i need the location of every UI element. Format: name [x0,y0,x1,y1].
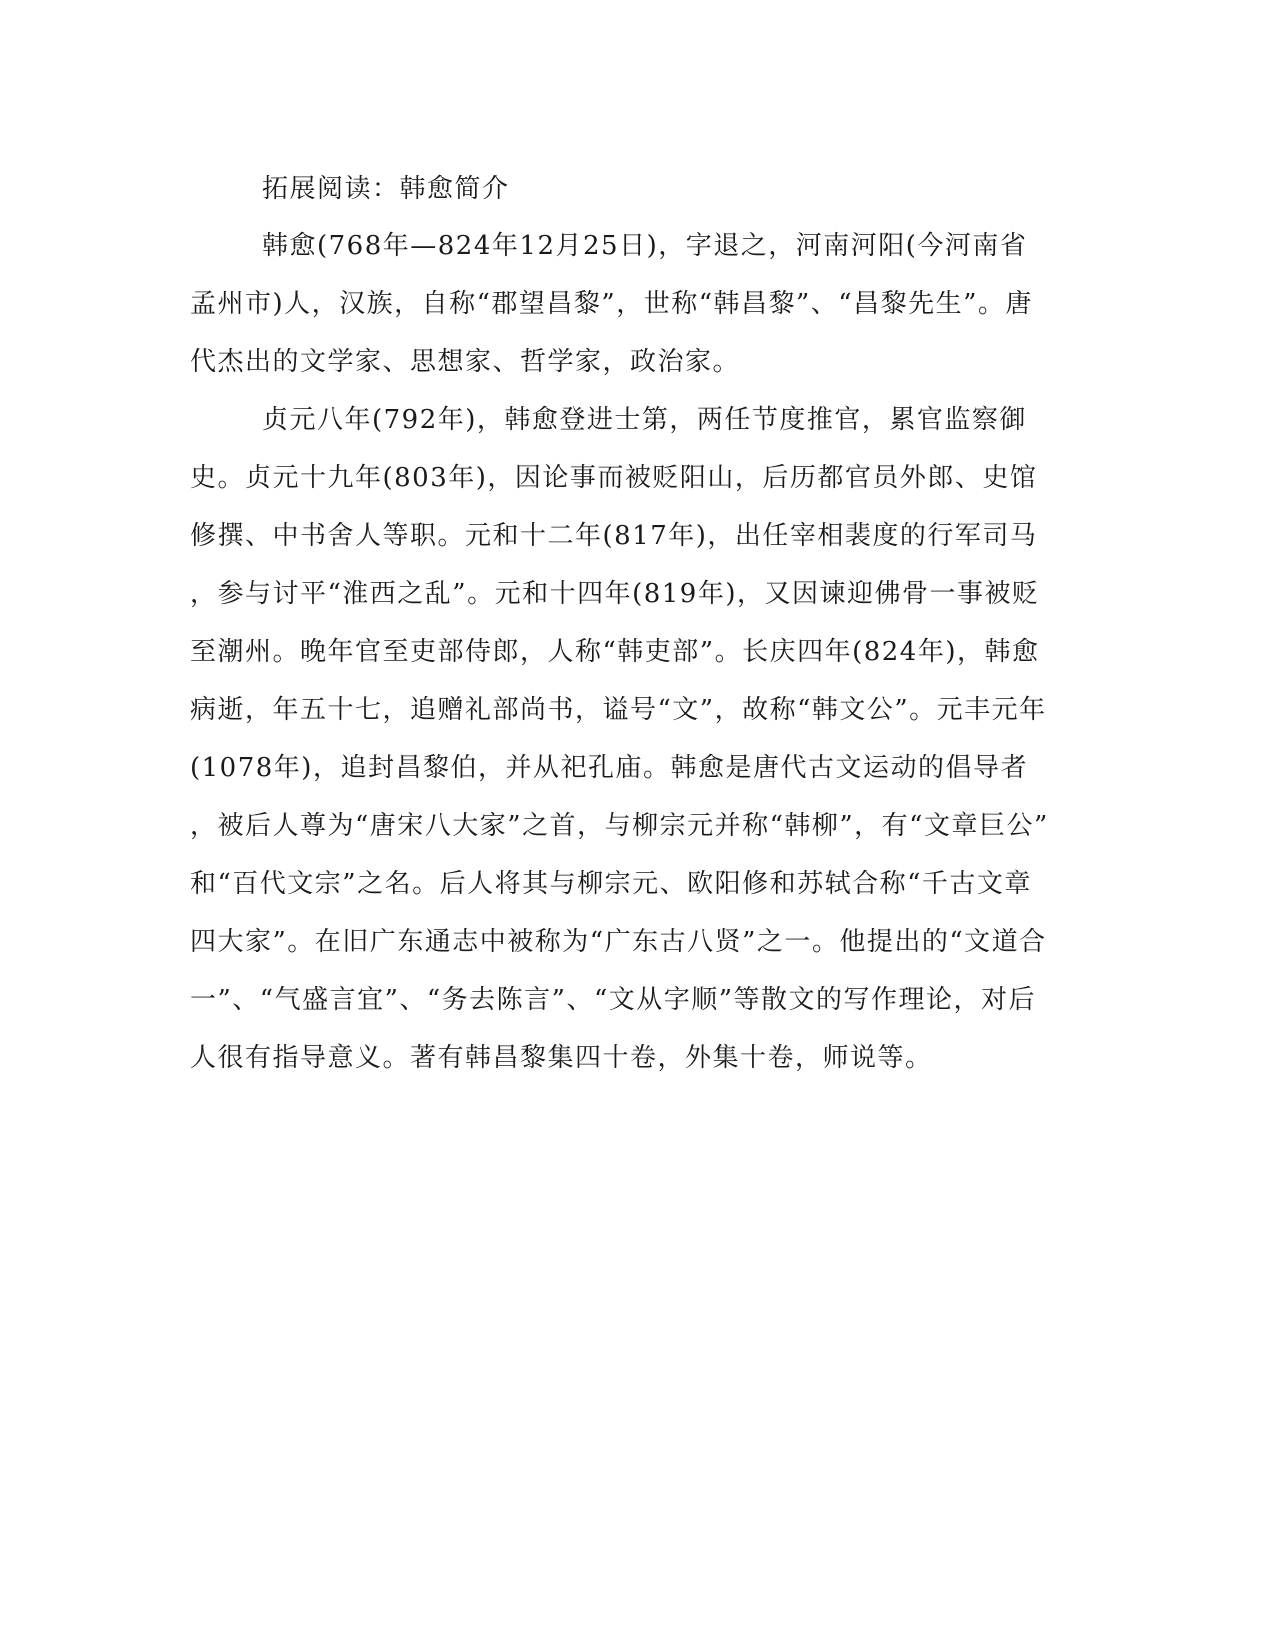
text-line: 和“百代文宗”之名。后人将其与柳宗元、欧阳修和苏轼合称“千古文章 [190,869,1032,899]
text-line: 代杰出的文学家、思想家、哲学家，政治家。 [190,347,741,377]
text-line: 孟州市)人，汉族，自称“郡望昌黎”，世称“韩昌黎”、“昌黎先生”。唐 [190,289,1033,319]
text-line: 韩愈(768年—824年12月25日)，字退之，河南河阳(今河南省 [262,231,1028,261]
text-line: 病逝，年五十七，追赠礼部尚书，谥号“文”，故称“韩文公”。元丰元年 [190,695,1047,725]
text-line: 贞元八年(792年)，韩愈登进士第，两任节度推官，累官监察御 [262,405,1027,435]
text-line: ，被后人尊为“唐宋八大家”之首，与柳宗元并称“韩柳”，有“文章巨公” [190,811,1049,841]
text-line: 至潮州。晚年官至吏部侍郎，人称“韩吏部”。长庆四年(824年)，韩愈 [190,637,1040,667]
text-line: 一”、“气盛言宜”、“务去陈言”、“文从字顺”等散文的写作理论，对后 [190,985,1037,1015]
text-line: 史。贞元十九年(803年)，因论事而被贬阳山，后历都官员外郎、史馆 [190,463,1038,493]
text-line: 人很有指导意义。著有韩昌黎集四十卷，外集十卷，师说等。 [190,1043,933,1073]
text-line: 修撰、中书舍人等职。元和十二年(817年)，出任宰相裴度的行军司马 [190,521,1038,551]
text-line: 四大家”。在旧广东通志中被称为“广东古八贤”之一。他提出的“文道合 [190,927,1047,957]
text-line: ，参与讨平“淮西之乱”。元和十四年(819年)，又因谏迎佛骨一事被贬 [190,579,1040,609]
text-line: (1078年)，追封昌黎伯，并从祀孔庙。韩愈是唐代古文运动的倡导者 [190,753,1028,783]
document-title: 拓展阅读：韩愈简介 [262,174,510,204]
